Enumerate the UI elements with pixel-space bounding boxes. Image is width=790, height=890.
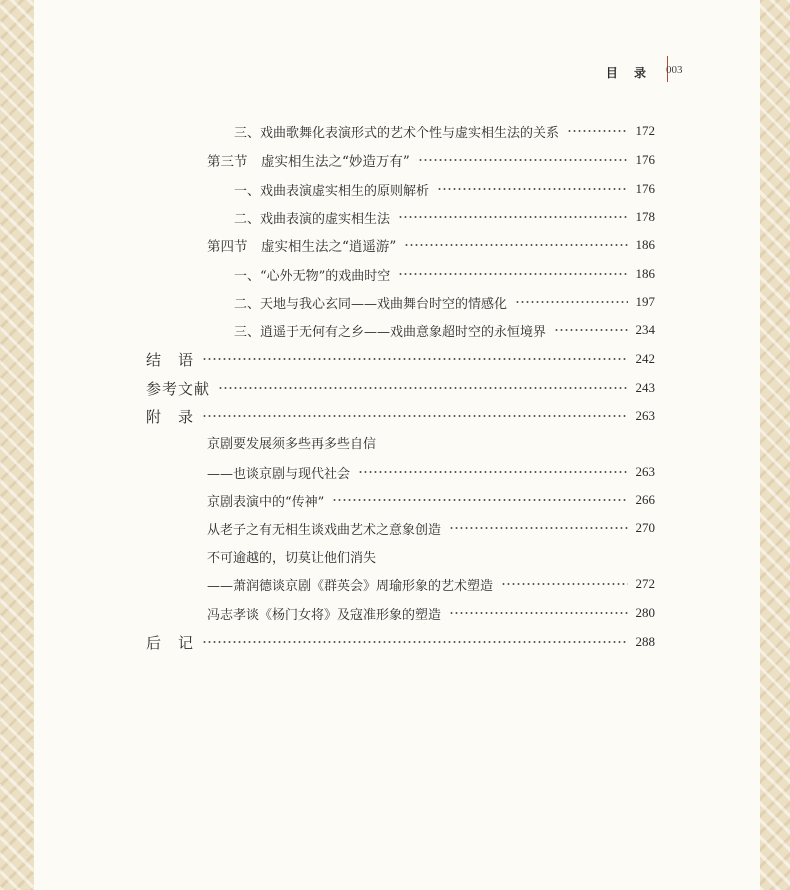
toc-entry-page: 280 bbox=[635, 605, 655, 620]
leader-dots bbox=[418, 158, 628, 162]
toc-entry-page: 197 bbox=[635, 294, 655, 309]
leader-dots bbox=[398, 272, 627, 276]
toc-entry-page: 272 bbox=[635, 576, 655, 591]
toc-entry-title: 一、“心外无物”的戏曲时空 bbox=[234, 268, 391, 284]
toc-entry-subtitle: ——萧润德谈京剧《群英会》周瑜形象的艺术塑造 bbox=[207, 578, 494, 594]
toc-chapter[interactable] bbox=[146, 405, 655, 427]
leader-dots bbox=[202, 357, 627, 361]
toc-entry-page: 176 bbox=[635, 181, 655, 196]
toc-entry[interactable] bbox=[234, 120, 655, 142]
toc-entry[interactable] bbox=[207, 602, 655, 624]
leader-dots bbox=[202, 640, 627, 644]
toc-section-title: 第四节 虚实相生法之“逍遥游” bbox=[207, 239, 397, 255]
leader-dots bbox=[515, 300, 627, 304]
toc-chapter-page: 243 bbox=[635, 380, 655, 395]
leader-dots bbox=[567, 129, 627, 133]
toc-section[interactable] bbox=[207, 234, 655, 256]
toc-section-page: 186 bbox=[635, 237, 655, 252]
toc-entry-title: 三、戏曲歌舞化表演形式的艺术个性与虚实相生法的关系 bbox=[234, 125, 560, 141]
toc-entry-heading[interactable] bbox=[207, 431, 655, 453]
toc-entry[interactable] bbox=[207, 573, 655, 595]
leader-dots bbox=[501, 582, 627, 586]
toc-section[interactable] bbox=[207, 149, 655, 171]
book-page bbox=[34, 0, 760, 890]
toc-chapter-page: 288 bbox=[635, 634, 655, 649]
toc-section-title: 第三节 虚实相生法之“妙造万有” bbox=[207, 154, 410, 170]
toc-entry[interactable] bbox=[207, 461, 655, 483]
toc-chapter-title: 参考文献 bbox=[146, 379, 211, 398]
toc-entry-page: 266 bbox=[635, 492, 655, 507]
toc-entry-title: 二、天地与我心玄同——戏曲舞台时空的情感化 bbox=[234, 296, 508, 312]
toc-entry-page: 186 bbox=[635, 266, 655, 281]
leader-dots bbox=[449, 526, 627, 530]
toc-entry-page: 270 bbox=[635, 520, 655, 535]
leader-dots bbox=[398, 215, 627, 219]
toc-entry-title: 京剧表演中的“传神” bbox=[207, 494, 325, 510]
decorative-border-left bbox=[0, 0, 34, 890]
toc-entry[interactable] bbox=[234, 178, 655, 200]
leader-dots bbox=[404, 243, 627, 247]
toc-chapter[interactable] bbox=[146, 348, 655, 370]
toc-chapter-title: 附 录 bbox=[146, 407, 195, 426]
toc-entry-heading[interactable] bbox=[207, 545, 655, 567]
toc-section-page: 176 bbox=[635, 152, 655, 167]
toc-chapter-page: 242 bbox=[635, 351, 655, 366]
toc-entry-title: 不可逾越的，切莫让他们消失 bbox=[207, 550, 377, 566]
leader-dots bbox=[358, 470, 627, 474]
toc-entry-page: 234 bbox=[635, 322, 655, 337]
toc-entry[interactable] bbox=[207, 517, 655, 539]
toc-entry-title: 从老子之有无相生谈戏曲艺术之意象创造 bbox=[207, 522, 442, 538]
toc-entry[interactable] bbox=[234, 263, 655, 285]
toc-entry-page: 178 bbox=[635, 209, 655, 224]
toc-entry-title: 三、逍遥于无何有之乡——戏曲意象超时空的永恒境界 bbox=[234, 324, 547, 340]
toc-chapter-page: 263 bbox=[635, 408, 655, 423]
toc-chapter-title: 后 记 bbox=[146, 633, 195, 652]
toc-entry-page: 263 bbox=[635, 464, 655, 479]
leader-dots bbox=[437, 187, 627, 191]
header-title: 目 录 bbox=[605, 66, 652, 80]
decorative-border-right bbox=[760, 0, 790, 890]
toc-chapter[interactable] bbox=[146, 631, 655, 653]
toc-entry-title: 冯志孝谈《杨门女将》及寇准形象的塑造 bbox=[207, 607, 442, 623]
toc-entry-title: 京剧要发展须多些再多些自信 bbox=[207, 436, 377, 452]
toc-entry[interactable] bbox=[234, 319, 655, 341]
leader-dots bbox=[202, 414, 627, 418]
running-header bbox=[34, 56, 760, 86]
toc-entry[interactable] bbox=[234, 291, 655, 313]
header-page-number: 003 bbox=[666, 64, 683, 76]
leader-dots bbox=[449, 611, 627, 615]
leader-dots bbox=[218, 386, 627, 390]
toc-entry-title: 一、戏曲表演虚实相生的原则解析 bbox=[234, 183, 430, 199]
toc-entry[interactable] bbox=[234, 206, 655, 228]
toc-chapter[interactable] bbox=[146, 377, 655, 399]
toc-entry-page: 172 bbox=[635, 123, 655, 138]
toc-entry-subtitle: ——也谈京剧与现代社会 bbox=[207, 466, 351, 482]
toc-entry[interactable] bbox=[207, 489, 655, 511]
leader-dots bbox=[332, 498, 627, 502]
leader-dots bbox=[554, 328, 627, 332]
toc-chapter-title: 结 语 bbox=[146, 350, 195, 369]
toc-entry-title: 二、戏曲表演的虚实相生法 bbox=[234, 211, 391, 227]
